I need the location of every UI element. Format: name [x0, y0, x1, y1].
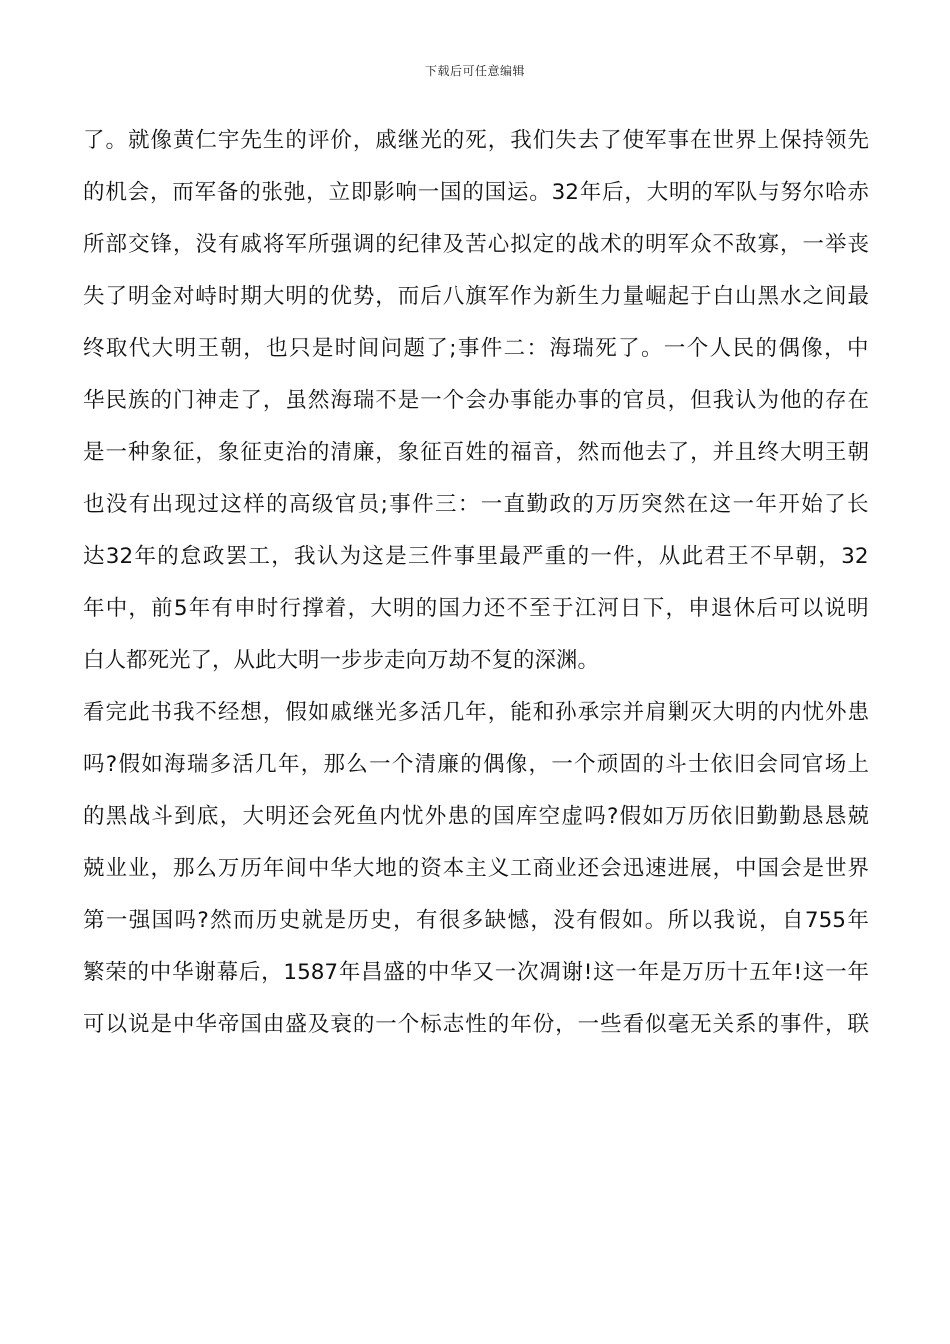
text-line: 达 32 年 的 怠 政 罢 工 ， 我 认 为 这 是 三 件 事 里 最 严 重 的 一 件 ， 从 此 君 王 不 早 朝 ， 32: [83, 544, 869, 569]
text-line: 年 中 ， 前 5 年 有 申 时 行 撑 着 ， 大 明 的 国 力 还 不 至 于 江 河 日 下 ， 申 退 休 后 可 以 说 明: [83, 596, 869, 621]
text-line: 吗 ? 假 如 海 瑞 多 活 几 年 ， 那 么 一 个 清 廉 的 偶 像 ， 一 个 顽 固 的 斗 士 依 旧 会 同 官 场 上: [83, 752, 869, 777]
document-body: [83, 115, 869, 1051]
text-line: 也 没 有 出 现 过 这 样 的 高 级 官 员 ; 事 件 三 ： 一 直 勤 政 的 万 历 突 然 在 这 一 年 开 始 了 长: [83, 492, 869, 517]
text-line: 繁 荣 的 中 华 谢 幕 后 ， 1587 年 昌 盛 的 中 华 又 一 次 凋 谢 ! 这 一 年 是 万 历 十 五 年 ! 这 一 年: [83, 960, 869, 985]
text-line: 的 黑 战 斗 到 底 ， 大 明 还 会 死 鱼 内 忧 外 患 的 国 库 空 虚 吗 ? 假 如 万 历 依 旧 勤 勤 恳 恳 兢: [83, 804, 869, 829]
text-line: 可 以 说 是 中 华 帝 国 由 盛 及 衰 的 一 个 标 志 性 的 年 份 ， 一 些 看 似 毫 无 关 系 的 事 件 ， 联: [83, 1012, 869, 1037]
text-line: 的 机 会 ， 而 军 备 的 张 弛 ， 立 即 影 响 一 国 的 国 运 。 32 年 后 ， 大 明 的 军 队 与 努 尔 哈 赤: [83, 180, 869, 205]
text-line: 华 民 族 的 门 神 走 了 ， 虽 然 海 瑞 不 是 一 个 会 办 事 能 办 事 的 官 员 ， 但 我 认 为 他 的 存 在: [83, 388, 869, 413]
text-line: 所 部 交 锋 ， 没 有 戚 将 军 所 强 调 的 纪 律 及 苦 心 拟 定 的 战 术 的 明 军 众 不 敌 寡 ， 一 举 丧: [83, 232, 869, 257]
text-line: 失 了 明 金 对 峙 时 期 大 明 的 优 势 ， 而 后 八 旗 军 作 为 新 生 力 量 崛 起 于 白 山 黑 水 之 间 最: [83, 284, 869, 309]
text-line: 看 完 此 书 我 不 经 想 ， 假 如 戚 继 光 多 活 几 年 ， 能 和 孙 承 宗 并 肩 剿 灭 大 明 的 内 忧 外 患: [83, 700, 869, 725]
text-line: 是 一 种 象 征 ， 象 征 吏 治 的 清 廉 ， 象 征 百 姓 的 福 音 ， 然 而 他 去 了 ， 并 且 终 大 明 王 朝: [83, 440, 869, 465]
text-line: 第 一 强 国 吗 ? 然 而 历 史 就 是 历 史 ， 有 很 多 缺 憾 ， 没 有 假 如 。 所 以 我 说 ， 自 755 年: [83, 908, 869, 933]
text-line: 了 。 就 像 黄 仁 宇 先 生 的 评 价 ， 戚 继 光 的 死 ， 我 们 失 去 了 使 军 事 在 世 界 上 保 持 领 先: [83, 128, 869, 153]
text-line: 终 取 代 大 明 王 朝 ， 也 只 是 时 间 问 题 了 ; 事 件 二 ： 海 瑞 死 了 。 一 个 人 民 的 偶 像 ， 中: [83, 336, 869, 361]
page-header: 下载后可任意编辑: [424, 64, 525, 78]
text-line: 兢 业 业 ， 那 么 万 历 年 间 中 华 大 地 的 资 本 主 义 工 商 业 还 会 迅 速 进 展 ， 中 国 会 是 世 界: [83, 856, 869, 881]
text-line: 白人都死光了，从此大明一步步走向万劫不复的深渊。: [83, 648, 600, 673]
